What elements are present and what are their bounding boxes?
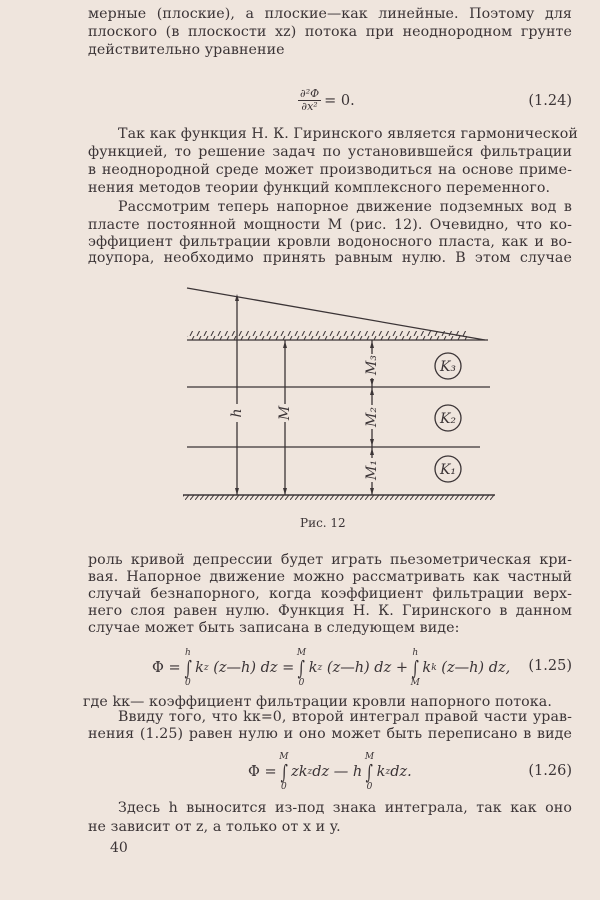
eq-term: k xyxy=(195,660,204,676)
text-line: функцией, то решение задач по установившейся фильтрации xyxy=(88,144,572,160)
text-line: Здесь h выносится из-под знака интеграла, так как оно xyxy=(118,800,572,816)
roof-hatching xyxy=(187,331,467,340)
figure-caption: Рис. 12 xyxy=(300,516,346,530)
page-number: 40 xyxy=(110,840,128,856)
eq-term: k xyxy=(308,660,318,676)
eq-term: zk xyxy=(291,764,308,780)
text-line: действительно уравнение xyxy=(88,42,285,58)
text-line: случае может быть записана в следующем виде: xyxy=(88,620,460,636)
text-line: него слоя равен нулю. Функция Н. К. Гиринского в данном xyxy=(88,603,572,619)
text-line: мерные (плоские), а плоские—как линейные. Поэтому для xyxy=(88,6,572,22)
eq-term: dz — h xyxy=(312,764,363,780)
integral-sign: h ∫ M xyxy=(410,648,420,688)
equation-1-26 xyxy=(248,752,412,792)
eq-numerator: ∂²Φ xyxy=(300,87,320,100)
eq-subscript: z xyxy=(203,663,209,673)
eq-term: (z—h) dz = xyxy=(213,660,295,676)
eq-term: (z—h) dz, xyxy=(441,660,511,676)
text-line: нения методов теории функций комплексного переменного. xyxy=(88,180,551,196)
integral-sign: M ∫ 0 xyxy=(279,752,289,792)
text-line: Рассмотрим теперь напорное движение подземных вод в xyxy=(118,199,572,215)
k1-label: K₁ xyxy=(439,462,457,478)
text-line: в неоднородной среде может производиться на основе приме- xyxy=(88,162,572,178)
eq-term: k xyxy=(422,660,432,676)
k3-label: K₃ xyxy=(439,359,457,375)
eq-subscript: z xyxy=(385,767,391,777)
text-line: плоского (в плоскости xz) потока при неоднородном грунте xyxy=(88,24,572,40)
integral-sign: M ∫ 0 xyxy=(296,648,307,688)
M3-label: M₃ xyxy=(364,355,380,375)
eq-rhs: = 0. xyxy=(324,92,355,109)
text-line: роль кривой депрессии будет играть пьезометрическая кри- xyxy=(88,552,572,568)
text-line: пласте постоянной мощности M (рис. 12). Очевидно, что ко- xyxy=(88,217,572,233)
M-label: M xyxy=(277,405,293,421)
k2-label: K₂ xyxy=(439,411,457,427)
eq-subscript: z xyxy=(317,663,323,673)
text-line: не зависит от z, а только от x и y. xyxy=(88,819,341,835)
text-line: Так как функция Н. К. Гиринского является гармонической xyxy=(118,126,578,142)
ground-hatching xyxy=(183,495,495,500)
integral-sign: M ∫ 0 xyxy=(364,752,375,792)
eq-lhs: Φ = xyxy=(152,660,181,676)
integral-sign: h ∫ 0 xyxy=(184,648,192,688)
text-line: доупора, необходимо принять равным нулю. В этом случае xyxy=(88,250,572,266)
text-line: Ввиду того, что kк=0, второй интеграл правой части урав- xyxy=(118,709,572,725)
eq-denominator: ∂x² xyxy=(301,100,318,113)
eq-subscript: z xyxy=(307,767,313,777)
h-label: h xyxy=(229,408,245,418)
equation-1-25 xyxy=(152,648,510,688)
text-line: эффициент фильтрации кровли водоносного пласта, как и во- xyxy=(88,234,572,250)
equation-number: (1.25) xyxy=(528,658,572,674)
equation-number: (1.26) xyxy=(528,763,572,779)
text-line: нения (1.25) равен нулю и оно может быть переписано в виде xyxy=(88,726,572,742)
M1-label: M₁ xyxy=(364,460,380,480)
equation-number: (1.24) xyxy=(528,93,572,109)
eq-term: k xyxy=(376,764,386,780)
eq-subscript: k xyxy=(431,663,437,673)
text-line: случай безнапорного, когда коэффициент фильтрации верх- xyxy=(88,586,572,602)
text-line: вая. Напорное движение можно рассматривать как частный xyxy=(88,569,572,585)
M2-label: M₂ xyxy=(364,407,380,427)
eq-term: (z—h) dz + xyxy=(326,660,408,676)
eq-term: dz. xyxy=(390,764,412,780)
text-line: где kк— коэффициент фильтрации кровли напорного потока. xyxy=(83,694,552,710)
eq-lhs: Φ = xyxy=(248,764,277,780)
